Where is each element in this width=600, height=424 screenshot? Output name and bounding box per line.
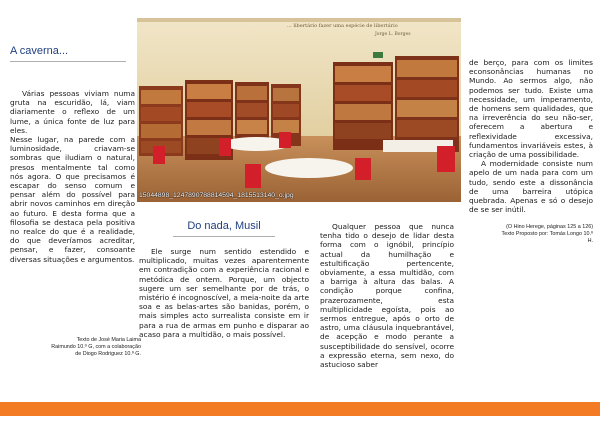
credit-line: Raimundo 10.º G, com a colaboração [51, 344, 141, 350]
article-continuation-2 [469, 58, 593, 245]
bookshelf [139, 86, 183, 156]
round-table [265, 158, 353, 178]
article-caverna [10, 45, 141, 357]
bookshelf [333, 62, 393, 150]
article-musil [139, 220, 309, 339]
article-title: A caverna... [10, 45, 69, 57]
credit-line: (O Hino Herege, páginas 125 a 126) [506, 224, 593, 231]
author-credit [469, 224, 593, 245]
paragraph: Nesse lugar, na parede com a luminosidade, criavam-se sombras que iludiam o natural, presos mentalmente tal como nós agora. O que precisamos é escapar do senso comum e pensar além do possível para abrir novos caminhos em direção ao futuro. E desta forma que a filosofia se destaca pela positiva no realce do que é a realidade, do que deveríamos acreditar, pensar, e fazer, consoante diversas situações e argumentos. [10, 135, 135, 264]
author-credit [16, 337, 141, 358]
credit-line: Texto de José Maria Laima [76, 337, 141, 343]
title-divider [173, 236, 275, 237]
paragraph: Qualquer pessoa que nunca tenha tido o desejo de lidar desta forma com o ignóbil, princípio actual da humilhação e estultificação pertencente, obviamente, a essa multidão, com a barriga à altura das balas. A condição porque confina, prazerozamente, esta multiplicidade egoísta, pois ao sermos entregue, após o orto de astro, uma cláusula inquebrantável, de acepção e modo perante a susceptibilidade do sensível, ocorre a expressão eterna, sem nexo, do astucioso saber [320, 222, 454, 370]
paragraph: A modernidade consiste num apelo de um nada para com um tudo, sendo este a dissonância de uma barreira utópica quebrada. Apenas e só o desejo de se ser inútil. [469, 159, 593, 215]
paragraph: Ele surge num sentido estendido e multiplicado, muitas vezes aparentemente em contradição com a experiência racional e metódica de ontem. Porque, um objecto sugere um ser semelhante por de trás, o mistério é incognoscível, a meia-noite da arte soa e as belas-artes são banidas, porém, o mais simples acto surrealista consiste em ir para a rua de armas em punho e disparar ao acaso para a multidão, o mais possível. [139, 247, 309, 339]
paragraph: de berço, para com os limites econsonâncias humanas no Mundo. Ao sermos algo, não podemos ser tudo. Existe uma necessidade, um imperamento, de homens sem qualidades, que na irreverência do seu não-ser, oferecem a abertura e reflexividade excessiva, fundamentos invariáveis estes, à criação de uma possibilidade. [469, 58, 593, 160]
footer-bar [0, 402, 600, 416]
wall-quote-author: Jorge L. Borges [375, 32, 411, 37]
article-title: Do nada, Musil [187, 220, 261, 232]
library-photo [137, 18, 461, 202]
credit-line: de Diogo Rodriguez 10.º G. [75, 351, 141, 357]
article-continuation [320, 222, 454, 369]
image-filename: 15044898_1247890788814594_1815513140_o.jpg [139, 192, 294, 199]
credit-line: Texto Proposto por: Tomás Longo 10.º [501, 231, 593, 238]
exit-sign [373, 52, 383, 58]
credit-line: H. [587, 238, 593, 245]
paragraph: Várias pessoas viviam numa gruta na escuridão, lá, viam diariamente o reflexo de um lume, a única fonte de luz para eles. [10, 89, 135, 135]
title-divider [10, 61, 126, 62]
bookshelf [395, 56, 459, 152]
library-illustration [137, 18, 461, 202]
wall-quote: ... libertário fazer uma espécie de libertário [287, 23, 398, 29]
